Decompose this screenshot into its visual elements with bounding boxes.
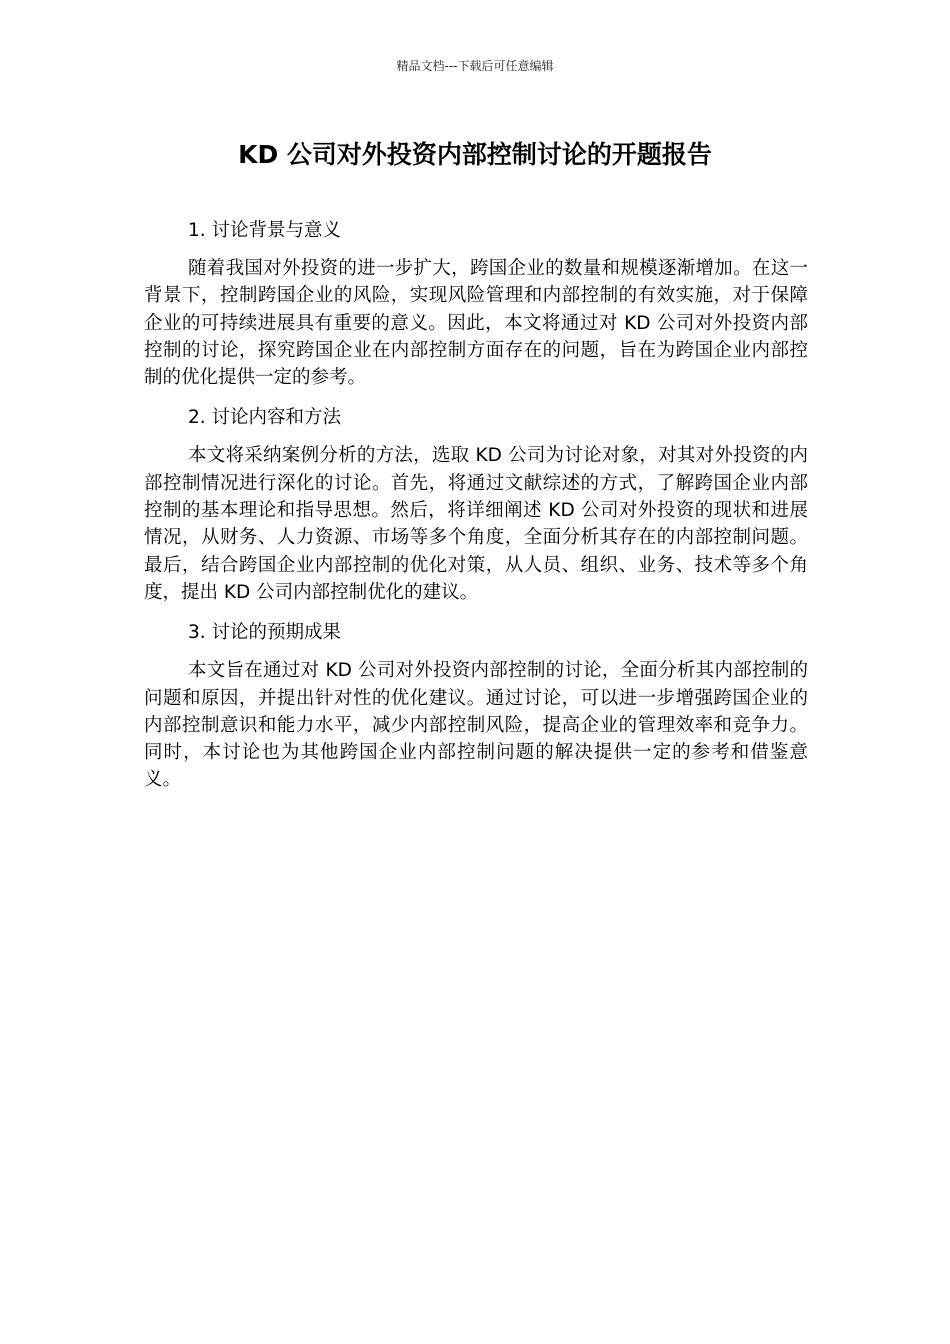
- section-heading: 3. 讨论的预期成果: [188, 622, 342, 644]
- document-body: [144, 216, 808, 806]
- section-heading: 1. 讨论背景与意义: [188, 220, 342, 241]
- document-title: KD 公司对外投资内部控制讨论的开题报告: [238, 140, 712, 169]
- section-paragraph: 本文将采纳案例分析的方法，选取 KD 公司为讨论对象，对其对外投资的内部控制情况进行深化的讨论。首先，将通过文献综述的方式，了解跨国企业内部控制的基本理论和指导思想。然后，将详细阐述 KD 公司对外投资的现状和进展情况，从财务、人力资源、市场等多个角度，全面分析其存在的内部控制问题。最后，结合跨国企业内部控制的优化对策，从人员、组织、业务、技术等多个角度，提出 KD 公司内部控制优化的建议。: [144, 445, 808, 603]
- section-expected-results: [144, 618, 808, 793]
- section-background: [144, 216, 808, 391]
- section-heading: 2. 讨论内容和方法: [188, 407, 342, 429]
- section-paragraph: 随着我国对外投资的进一步扩大，跨国企业的数量和规模逐渐增加。在这一背景下，控制跨国企业的风险，实现风险管理和内部控制的有效实施，对于保障企业的可持续进展具有重要的意义。因此，本文将通过对 KD 公司对外投资内部控制的讨论，探究跨国企业在内部控制方面存在的问题，旨在为跨国企业内部控制的优化提供一定的参考。: [144, 258, 808, 389]
- section-paragraph: 本文旨在通过对 KD 公司对外投资内部控制的讨论，全面分析其内部控制的问题和原因，并提出针对性的优化建议。通过讨论，可以进一步增强跨国企业的内部控制意识和能力水平，减少内部控制风险，提高企业的管理效率和竞争力。同时，本讨论也为其他跨国企业内部控制问题的解决提供一定的参考和借鉴意义。: [144, 660, 808, 791]
- section-content-method: [144, 403, 808, 606]
- header-note: 精品文档---下载后可任意编辑: [396, 59, 554, 73]
